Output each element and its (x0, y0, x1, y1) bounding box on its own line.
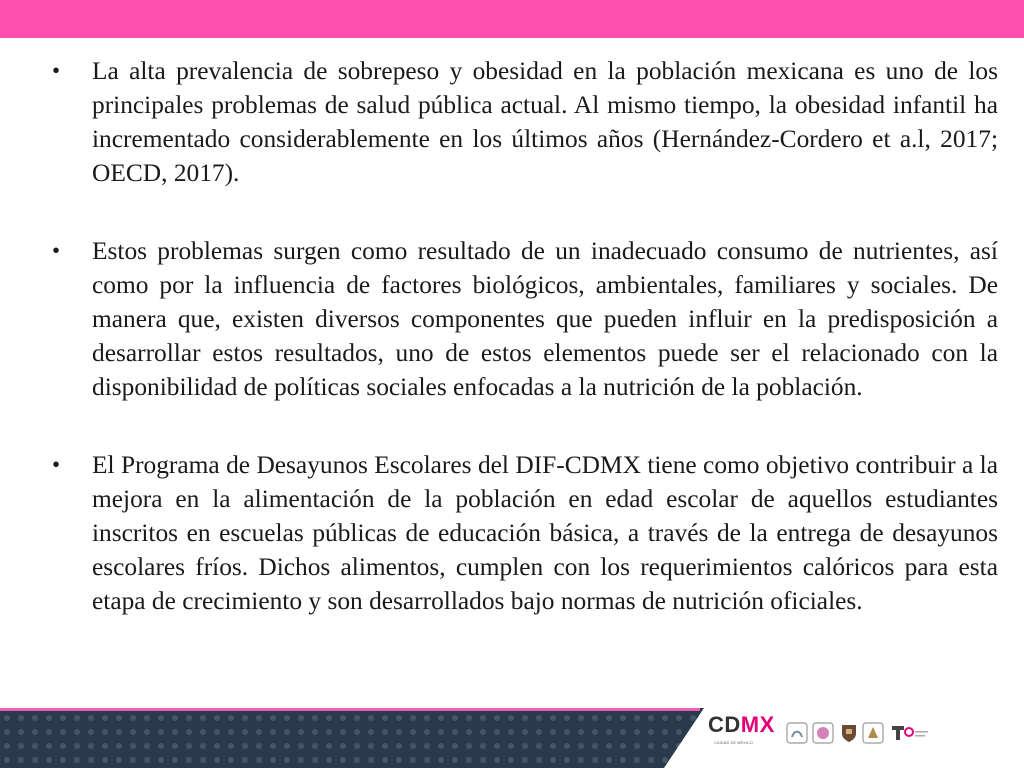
bullet-text: Estos problemas surgen como resultado de un inadecuado consumo de nutrientes, así como por la influencia de factores biológicos, ambientales, familiares y sociales. De manera que, existen diversos componentes que pueden influir en la predisposición a desarrollar estos resultados, uno de estos elementos puede ser el relacionado con la disponibilidad de políticas sociales enfocadas a la nutrición de la población. (92, 237, 998, 401)
coat-of-arms-icon (838, 722, 860, 744)
bullet-text: El Programa de Desayunos Escolares del DIF-CDMX tiene como objetivo contribuir a la mejora en la alimentación de la población en edad escolar de aquellos estudiantes inscritos en escuelas públicas de educación básica, a través de la entrega de desayunos escolares fríos. Dichos alimentos, cumplen con los requerimientos calóricos para esta etapa de crecimiento y son desarrollados bajo normas de nutrición oficiales. (92, 451, 998, 615)
bullet-item (52, 234, 998, 404)
bullet-dot: • (52, 452, 61, 477)
dif-logo-icon (786, 722, 808, 744)
slide-body (52, 54, 998, 662)
top-accent-bar (0, 0, 1024, 38)
cdmx-logo (708, 712, 775, 738)
institution-crest-icon (862, 722, 884, 744)
bullet-item (52, 54, 998, 190)
bullet-dot: • (52, 58, 61, 83)
cdmx-logo-subtitle: CIUDAD DE MÉXICO (714, 740, 753, 745)
bullet-dot: • (52, 238, 61, 263)
cdmx-logo-mx: MX (740, 712, 775, 737)
bullet-text: La alta prevalencia de sobrepeso y obesidad en la población mexicana es uno de los principales problemas de salud pública actual. Al mismo tiempo, la obesidad infantil ha incrementado considerablemente en los últimos años (Hernández-Cordero et a.l, 2017; OECD, 2017). (92, 57, 998, 187)
bullet-item (52, 448, 998, 618)
footer-dot-pattern (0, 711, 700, 768)
cdmx-logo-cd: CD (708, 712, 741, 737)
government-seal-icon (812, 722, 834, 744)
partner-logo-icon (890, 722, 930, 744)
